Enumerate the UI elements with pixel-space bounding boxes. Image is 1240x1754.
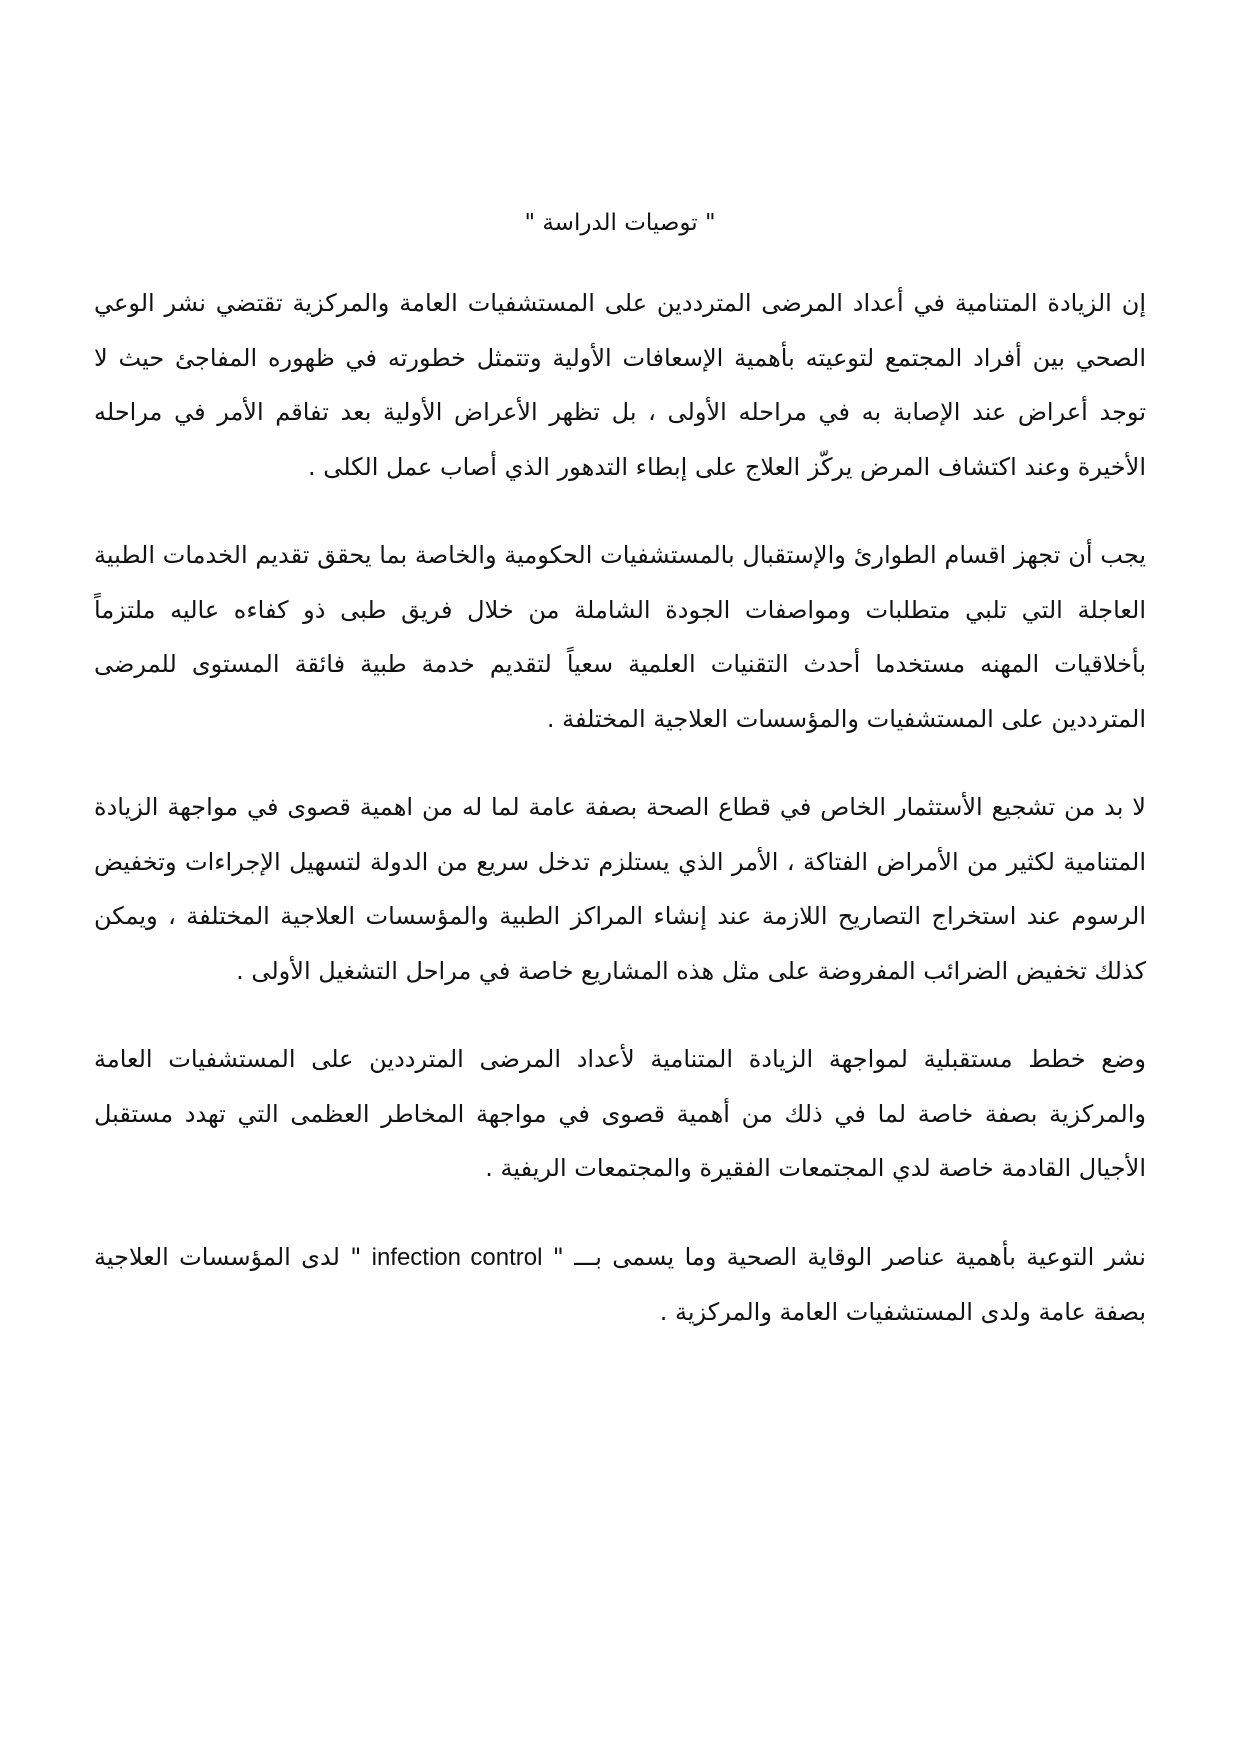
document-body [94,276,1146,1340]
paragraph-5-text-before: نشر التوعية بأهمية عناصر الوقاية الصحية وما يسمى بـــ " [552,1242,1146,1271]
recommendation-paragraph-1: إن الزيادة المتنامية في أعداد المرضى المترددين على المستشفيات العامة والمركزية تقتضي نشر الوعي الصحي بين أفراد المجتمع لتوعيته بأهمية الإسعافات الأولية وتتمثل خطورته في ظهوره المفاجئ حيث لا توجد أعراض عند الإصابة به في مراحله الأولى ، بل تظهر الأعراض الأولية بعد تفاقم الأمر في مراحله الأخيرة وعند اكتشاف المرض يركّز العلاج على إبطاء التدهور الذي أصاب عمل الكلى . [94,289,1146,481]
recommendation-paragraph-2: يجب أن تجهز اقسام الطوارئ والإستقبال بالمستشفيات الحكومية والخاصة بما يحقق تقديم الخدمات الطبية العاجلة التي تلبي متطلبات ومواصفات الجودة الشاملة من خلال فريق طبى ذو كفاءه عاليه ملتزماً بأخلاقيات المهنه مستخدما أحدث التقنيات العلمية سعياً لتقديم خدمة طبية فائقة المستوى للمرضى المترددين على المستشفيات والمؤسسات العلاجية المختلفة . [94,541,1146,733]
recommendation-paragraph-4: وضع خطط مستقبلية لمواجهة الزيادة المتنامية لأعداد المرضى المترددين على المستشفيات العامة والمركزية بصفة خاصة لما في ذلك من أهمية قصوى في مواجهة المخاطر العظمى التي تهدد مستقبل الأجيال القادمة خاصة لدي المجتمعات الفقيرة والمجتمعات الريفية . [94,1045,1146,1182]
document-title: " توصيات الدراسة " [524,210,716,236]
paragraph-5-text-after: " لدى المؤسسات العلاجية بصفة عامة ولدى المستشفيات العامة والمركزية . [94,1242,1146,1326]
infection-control-term: infection control [371,1243,543,1271]
recommendation-paragraph-5 [94,1230,1146,1340]
recommendation-paragraph-3: لا بد من تشجيع الأستثمار الخاص في قطاع الصحة بصفة عامة لما له من اهمية قصوى في مواجهة الزيادة المتنامية لكثير من الأمراض الفتاكة ، الأمر الذي يستلزم تدخل سريع من الدولة لتسهيل الإجراءات وتخفيض الرسوم عند استخراج التصاريح اللازمة عند إنشاء المراكز الطبية والمؤسسات العلاجية المختلفة ، ويمكن كذلك تخفيض الضرائب المفروضة على مثل هذه المشاريع خاصة في مراحل التشغيل الأولى . [94,793,1146,985]
